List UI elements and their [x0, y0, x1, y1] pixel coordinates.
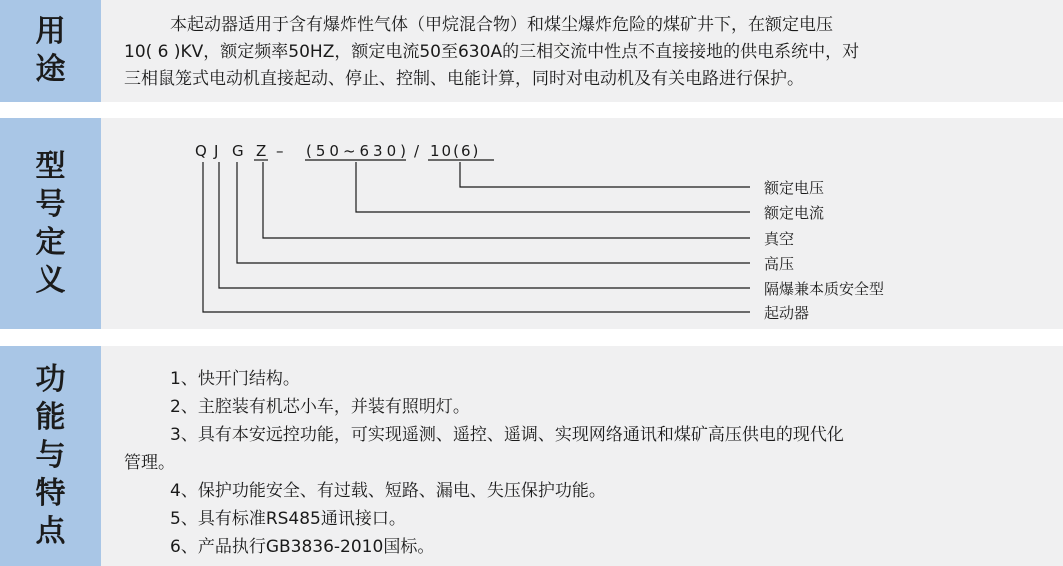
model-label-char: 型: [35, 148, 66, 184]
usage-section: [0, 0, 1063, 102]
code-slash: /: [414, 142, 420, 160]
leader-lines: [203, 162, 750, 312]
code-current: (50~630): [306, 142, 410, 160]
feature-item: 4、保护功能安全、有过载、短路、漏电、失压保护功能。: [170, 481, 606, 501]
features-label-char: 点: [35, 514, 66, 549]
features-label: [0, 346, 101, 566]
feature-item: 2、主腔装有机芯小车，并装有照明灯。: [170, 397, 470, 417]
features-label-char: 与: [35, 438, 66, 473]
features-section: [0, 346, 1063, 566]
usage-line-1: 本起动器适用于含有爆炸性气体（甲烷混合物）和煤尘爆炸危险的煤矿井下，在额定电压: [170, 15, 833, 35]
usage-label: [0, 0, 101, 102]
model-code-diagram: [0, 118, 1063, 329]
feature-item: 6、产品执行GB3836-2010国标。: [170, 537, 435, 557]
usage-label-char: 途: [35, 52, 66, 87]
definition-starter: 起动器: [764, 304, 810, 322]
feature-item: 1、快开门结构。: [170, 369, 300, 389]
code-letter-j: J: [214, 142, 219, 160]
code-letter-g: G: [232, 142, 244, 160]
features-label-char: 功: [35, 362, 66, 397]
definition-flameproof-intrinsic: 隔爆兼本质安全型: [764, 280, 885, 298]
model-label-char: 定: [35, 224, 66, 260]
feature-item-continued: 管理。: [124, 453, 175, 473]
usage-line-3: 三相鼠笼式电动机直接起动、停止、控制、电能计算，同时对电动机及有关电路进行保护。: [124, 69, 804, 89]
code-voltage: 10(6): [430, 142, 481, 160]
code-letter-q: Q: [195, 142, 207, 160]
definition-high-voltage: 高压: [764, 255, 795, 273]
usage-label-char: 用: [35, 14, 66, 49]
definition-vacuum: 真空: [764, 230, 795, 248]
feature-item: 5、具有标准RS485通讯接口。: [170, 509, 406, 529]
definition-rated-voltage: 额定电压: [764, 179, 825, 197]
model-section: [0, 118, 1063, 329]
features-label-char: 能: [35, 400, 66, 435]
feature-item: 3、具有本安远控功能，可实现遥测、遥控、遥调、实现网络通讯和煤矿高压供电的现代化: [170, 425, 844, 445]
model-label-char: 号: [35, 186, 66, 222]
code-dash: –: [276, 142, 284, 160]
features-label-char: 特: [35, 476, 66, 511]
definition-rated-current: 额定电流: [764, 204, 825, 222]
usage-line-2: 10( 6 )KV，额定频率50HZ，额定电流50至630A的三相交流中性点不直接接地的供电系统中，对: [124, 42, 860, 62]
model-label-char: 义: [35, 262, 66, 298]
code-letter-z: Z: [256, 142, 267, 160]
